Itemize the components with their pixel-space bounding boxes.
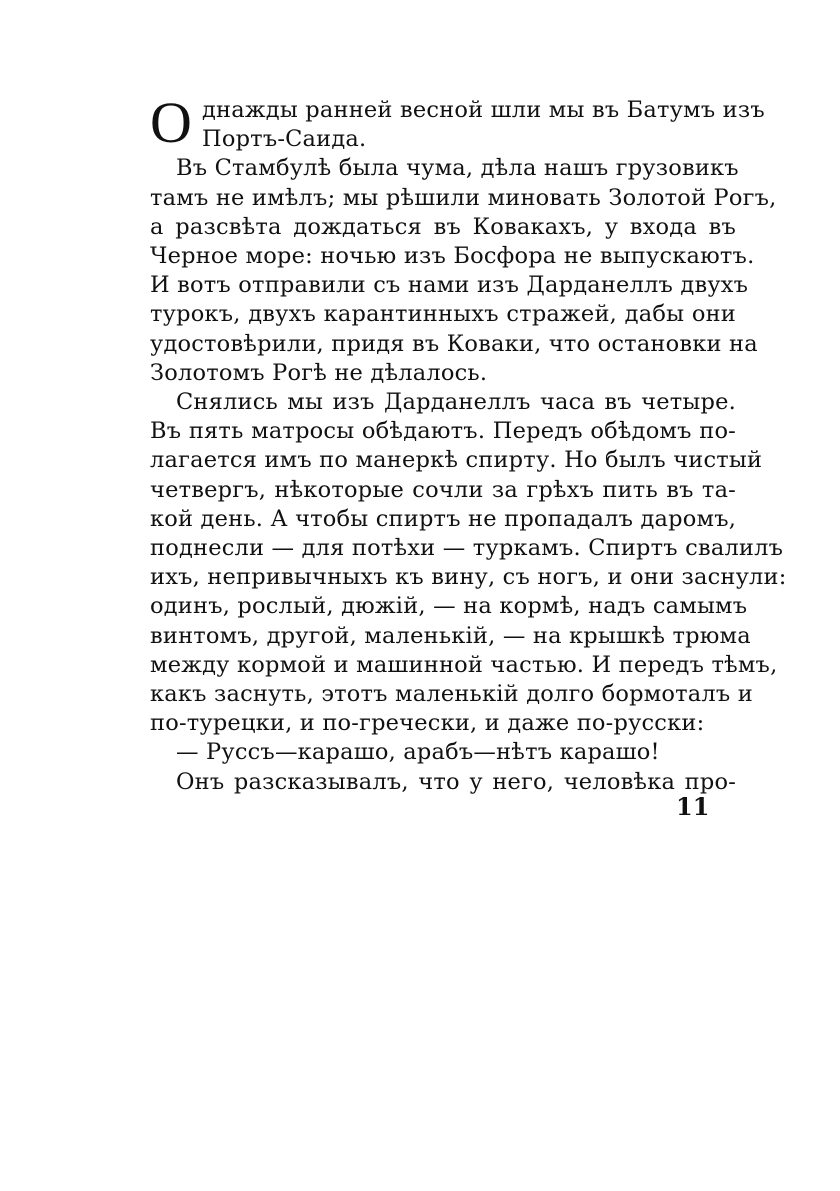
text-line: какъ заснуть, этотъ маленькій долго бормоталъ и	[150, 681, 753, 708]
page-number: 11	[676, 792, 710, 821]
text-line: Снялись мы изъ Дарданеллъ часа въ четыре.	[176, 389, 736, 416]
text-line: И вотъ отправили съ нами изъ Дарданеллъ двухъ	[150, 272, 749, 299]
text-line: Въ пять матросы обѣдаютъ. Передъ обѣдомъ по-	[150, 418, 736, 445]
text-line: кой день. А чтобы спиртъ не пропадалъ даромъ,	[150, 505, 737, 532]
text-line: между кормой и машинной частью. И передъ тѣмъ,	[150, 651, 778, 678]
text-line: тамъ не имѣлъ; мы рѣшили миновать Золотой Рогъ,	[150, 184, 777, 211]
drop-cap: О	[150, 90, 193, 155]
text-line: — Руссъ—карашо, арабъ—нѣтъ карашо!	[176, 739, 660, 766]
text-line: Портъ-Саида.	[202, 126, 367, 153]
text-line: Онъ разсказывалъ, что у него, человѣка про-	[176, 768, 736, 795]
text-line: днажды ранней весной шли мы въ Батумъ изъ	[202, 97, 765, 123]
text-line: турокъ, двухъ карантинныхъ стражей, дабы они	[150, 301, 736, 328]
text-line: удостовѣрили, придя въ Коваки, что остановки на	[150, 330, 758, 357]
paragraph	[150, 768, 736, 797]
text-line: а разсвѣта дождаться въ Ковакахъ, у входа въ	[150, 213, 736, 240]
dialogue-line	[150, 738, 736, 767]
opening-paragraph-text	[202, 96, 765, 154]
text-line: ихъ, непривычныхъ къ вину, съ ногъ, и они заснули:	[150, 564, 787, 591]
text-line: Золотомъ Рогѣ не дѣлалось.	[150, 359, 488, 386]
text-line: четвергъ, нѣкоторые сочли за грѣхъ пить въ та-	[150, 476, 736, 503]
text-line: винтомъ, другой, маленькій, — на крышкѣ трюма	[150, 622, 751, 649]
text-line: поднесли — для потѣхи — туркамъ. Спиртъ свалилъ	[150, 535, 784, 562]
text-line: лагается имъ по манеркѣ спирту. Но былъ чистый	[150, 447, 763, 474]
text-line: одинъ, рослый, дюжій, — на кормѣ, надъ самымъ	[150, 593, 748, 620]
opening-paragraph	[150, 90, 765, 155]
page-body	[150, 90, 787, 797]
paragraph	[150, 388, 787, 738]
paragraph	[150, 154, 777, 388]
text-line: Въ Стамбулѣ была чума, дѣла нашъ грузовикъ	[176, 155, 739, 182]
text-line: Черное море: ночью изъ Босфора не выпускаютъ.	[150, 243, 755, 270]
text-line: по-турецки, и по-гречески, и даже по-русски:	[150, 710, 705, 737]
